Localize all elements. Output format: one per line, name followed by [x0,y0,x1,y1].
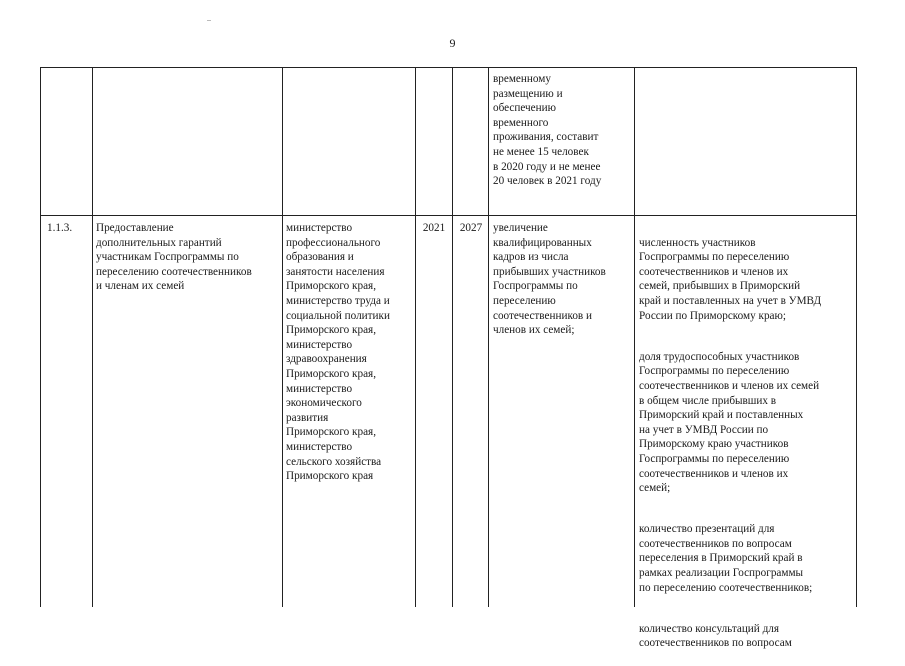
page-number: 9 [449,36,456,50]
table-border-left [40,67,41,607]
measure-name-cell: Предоставление дополнительных гарантий участникам Госпрограммы по переселению соотечественников и членам их семей [96,222,252,293]
year-end-cell: 2027 [459,222,483,234]
indicator-item: доля трудоспособных участников Госпрограммы по переселению соотечественников и членов их семей в общем числе прибывших в Приморский край и поставленных на учет в УМВД России по Приморскому краю участников Госпрограммы по переселению соотечественников и членов их семей; [639,350,820,495]
column-divider [282,67,283,607]
indicator-item: численность участников Госпрограммы по переселению соотечественников и членов их семей, прибывших в Приморский край и поставленных на учет в УМВД России по Приморскому краю; [639,236,822,322]
indicator-item: количество презентаций для соотечественников по вопросам переселения в Приморский край в рамках реализации Госпрограммы по переселению соотечественников; [639,523,813,594]
row-number-cell: 1.1.3. [47,222,73,234]
column-divider [452,67,453,607]
continued-result-cell: временному размещению и обеспечению временного проживания, составит не менее 15 человек в 2020 году и не менее 20 человек в 2021 году [493,73,602,188]
column-divider [634,67,635,607]
table-border-right [856,67,857,607]
column-divider [92,67,93,607]
result-cell: увеличение квалифицированных кадров из числа прибывших участников Госпрограммы по переселению соотечественников и членов их семей; [493,222,606,337]
indicator-item: количество консультаций для соотечественников по вопросам [639,622,792,650]
year-start-cell: 2021 [422,222,446,234]
indicators-cell [639,221,855,650]
column-divider [415,67,416,607]
table-border-top [40,67,857,68]
executors-cell: министерство профессионального образования и занятости населения Приморского края, министерство труда и социальной политики Приморского края, министерство здравоохранения Приморского края, министерство экономического развития Приморского края, министерство сельского хозяйства Приморского края [286,222,390,483]
row-divider [40,215,857,216]
column-divider [488,67,489,607]
scan-mark [207,20,211,21]
